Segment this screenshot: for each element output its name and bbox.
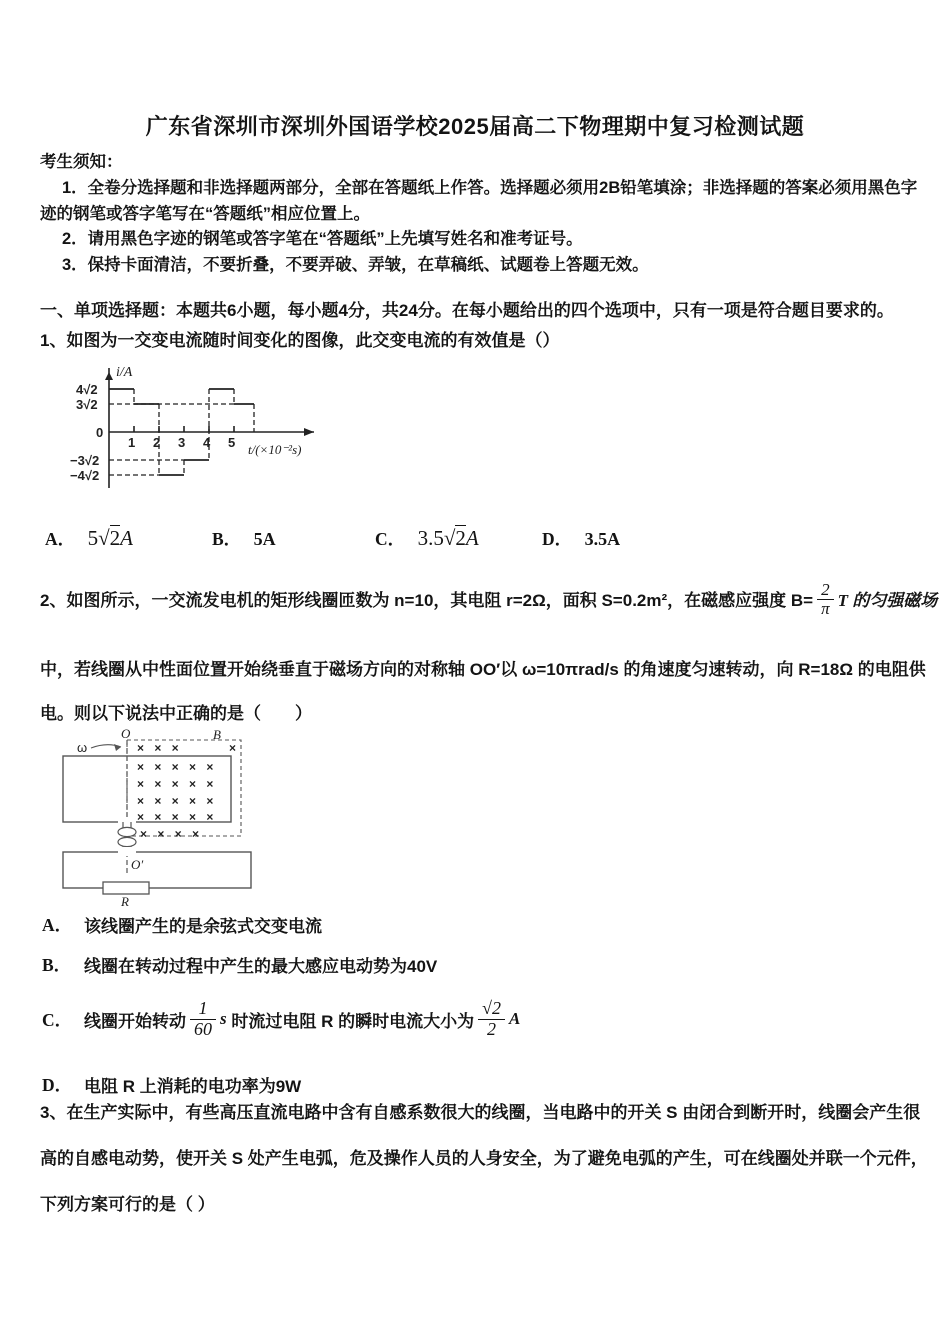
question-2-text-line1: 2、如图所示，一交流发电机的矩形线圈匝数为 n=10，其电阻 r=2Ω，面积 S=0.2m²，在磁感应强度 B= $\frac{2}{\pi}$ T 的匀强磁场 — [40, 579, 938, 619]
notice-item-2: 2．请用黑色字迹的钢笔或答字笔在“答题纸”上先填写姓名和准考证号。 — [62, 230, 583, 249]
q2-option-a-label: A． — [42, 914, 73, 935]
q2-option-d: D． 电阻 R 上消耗的电功率为9W — [42, 1068, 927, 1100]
q2-option-b: B． 线圈在转动过程中产生的最大感应电动势为40V — [42, 948, 927, 980]
q1-chart-ylabel: i/A — [116, 365, 133, 380]
q1-ytick-m4r2: −4√2 — [70, 468, 100, 483]
q2-option-c: C． 线圈开始转动 $\frac{1}{60}$ s 时流过电阻 R 的瞬时电流大小为 $\frac{√2}{2}$ A — [42, 998, 521, 1039]
flux-cross-row: × × × × — [140, 827, 200, 841]
question-1-text: 1、如图为一交变电流随时间变化的图像，此交变电流的有效值是（） — [40, 331, 560, 350]
label-B: B — [213, 727, 221, 742]
slip-ring-top — [118, 827, 136, 836]
flux-cross-row: × × × — [137, 741, 179, 755]
flux-cross-row: × × × × × — [137, 777, 214, 791]
notice-heading: 考生须知： — [40, 153, 123, 171]
fraction-1-over-60: $\frac{1}{60}$ — [190, 999, 216, 1039]
question-2-text-rest: 中，若线圈从中性面位置开始绕垂直于磁场方向的对称轴 OO′以 ω=10πrad/s 的角速度匀速转动，向 R=18Ω 的电阻供电。则以下说法中正确的是（ ） — [40, 660, 926, 723]
q1-option-b-label: B． — [212, 529, 242, 549]
q1-xtick-5: 5 — [228, 435, 236, 450]
q1-option-b: B． 5A — [212, 529, 276, 549]
flux-cross-row: × × × × × — [137, 760, 214, 774]
q1-option-c-label: C． — [375, 529, 406, 549]
q1-option-d-label: D． — [542, 529, 573, 549]
label-O-prime: O′ — [131, 857, 144, 872]
fraction-sqrt2-over-2: $\frac{√2}{2}$ — [478, 999, 505, 1039]
flux-cross-row: × × × × × — [137, 794, 214, 808]
q1-chart-axes — [105, 368, 314, 488]
slip-ring-bottom — [118, 837, 136, 846]
q1-option-a-label: A． — [45, 529, 76, 549]
q1-chart-xlabel: t/(×10⁻²s) — [248, 442, 302, 457]
q1-waveform-chart — [64, 360, 326, 494]
flux-cross-single: × — [229, 741, 237, 755]
q1-option-c: C． 3.5√2A — [375, 526, 479, 550]
page-title: 广东省深圳市深圳外国语学校2025届高二下物理期中复习检测试题 — [145, 114, 805, 139]
q1-ytick-3r2: 3√2 — [76, 397, 98, 412]
label-R: R — [121, 894, 129, 908]
question-3-text: 3、在生产实际中，有些高压直流电路中含有自感系数很大的线圈，当电路中的开关 S 由闭合到断开时，线圈会产生很高的自感电动势，使开关 S 处产生电弧，危及操作人员的人身安全，为了避免电弧的产生，可在线圈处并联一个元件，下列方案可行的是（ ） — [40, 1103, 928, 1214]
q1-xtick-3: 3 — [178, 435, 186, 450]
q2-option-b-label: B． — [42, 954, 72, 975]
flux-cross-row: × × × × × — [137, 810, 214, 824]
q2-options — [42, 908, 927, 1100]
sqrt-radical: √ — [443, 526, 456, 550]
resistor-box — [103, 882, 149, 894]
q1-xtick-1: 1 — [128, 435, 136, 450]
section-1-heading: 一、单项选择题：本题共6小题，每小题4分，共24分。在每小题给出的四个选项中，只有一项是符合题目要求的。 — [40, 301, 894, 320]
sqrt-radical: √ — [98, 526, 110, 550]
q1-ytick-0: 0 — [96, 425, 104, 440]
label-O: O — [121, 726, 131, 741]
notice-item-3: 3．保持卡面清洁，不要折叠，不要弄破、弄皱，在草稿纸、试题卷上答题无效。 — [62, 256, 649, 275]
q2-option-d-label: D． — [42, 1074, 73, 1095]
q1-ytick-4r2: 4√2 — [76, 382, 98, 397]
q2-option-c-label: C． — [42, 1009, 73, 1030]
q2-external-circuit — [63, 852, 251, 888]
q1-option-a: A． 5√2A — [45, 526, 133, 550]
notice-section — [40, 150, 922, 279]
q2-generator-figure — [45, 726, 263, 908]
q1-option-d: D． 3.5A — [542, 529, 621, 549]
q1-xtick-2: 2 — [153, 435, 161, 450]
q1-xtick-4: 4 — [203, 435, 211, 450]
fraction-2-over-pi: $\frac{2}{\pi}$ — [817, 581, 834, 619]
q2-option-a: A． 该线圈产生的是余弦式交变电流 — [42, 908, 927, 940]
q1-options — [0, 516, 950, 566]
notice-item-1: 1．全卷分选择题和非选择题两部分，全部在答题纸上作答。选择题必须用2B铅笔填涂；非选择题的答案必须用黑色字迹的钢笔或答字笔写在“答题纸”相应位置上。 — [40, 178, 918, 223]
q1-ytick-m3r2: −3√2 — [70, 453, 100, 468]
label-omega: ω — [77, 740, 88, 755]
